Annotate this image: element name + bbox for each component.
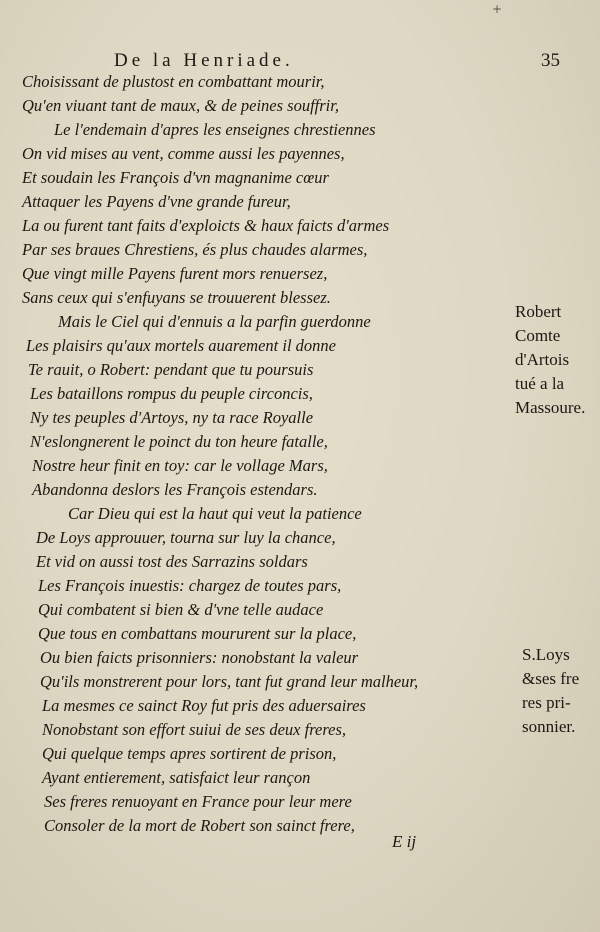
margin-note-robert-line: Comte	[515, 326, 561, 345]
verse-line: Que vingt mille Payens furent mors renuersez,	[22, 264, 328, 283]
verse-line: Qu'en viuant tant de maux, & de peines souffrir,	[22, 96, 339, 115]
verse-line: Consoler de la mort de Robert son sainct frere,	[44, 816, 355, 835]
verse-line: On vid mises au vent, comme aussi les payennes,	[22, 144, 345, 163]
verse-line: Abandonna deslors les François estendars.	[32, 480, 318, 499]
verse-line: Qui combatent si bien & d'vne telle audace	[38, 600, 324, 619]
verse-line: De Loys approuuer, tourna sur luy la chance,	[36, 528, 336, 547]
verse-line: Que tous en combattans moururent sur la place,	[38, 624, 357, 643]
verse-line: Qu'ils monstrerent pour lors, tant fut grand leur malheur,	[40, 672, 419, 691]
verse-line: Le l'endemain d'apres les enseignes chrestiennes	[54, 120, 376, 139]
verse-line: Ou bien faicts prisonniers: nonobstant la valeur	[40, 648, 359, 667]
verse-line: Ny tes peuples d'Artoys, ny ta race Royalle	[30, 408, 314, 427]
verse-line: Et soudain les François d'vn magnanime cœur	[22, 168, 329, 187]
verse-line: Nostre heur finit en toy: car le vollage Mars,	[32, 456, 328, 475]
margin-note-robert-line: d'Artois	[515, 350, 570, 369]
verse-line: Par ses braues Chrestiens, és plus chaudes alarmes,	[22, 240, 368, 259]
verse-line: Les bataillons rompus du peuple circoncis,	[30, 384, 313, 403]
verse-line: La ou furent tant faits d'exploicts & haux faicts d'armes	[22, 216, 390, 235]
margin-note-loys-line: &ses fre	[522, 669, 580, 688]
verse-line: Mais le Ciel qui d'ennuis a la parfin guerdonne	[58, 312, 371, 331]
page-corner-mark: +	[492, 2, 503, 16]
page-number: 35	[541, 50, 560, 71]
running-header	[100, 50, 560, 74]
verse-line: Sans ceux qui s'enfuyans se trouuerent blessez.	[22, 288, 331, 307]
margin-note-robert-line: Robert	[515, 302, 562, 321]
verse-line: Choisissant de plustost en combattant mourir,	[22, 72, 325, 91]
margin-note-robert-line: Massoure.	[515, 398, 586, 417]
verse-line: Et vid on aussi tost des Sarrazins soldars	[36, 552, 308, 571]
signature-mark: E ij	[392, 832, 417, 851]
verse-line: Car Dieu qui est la haut qui veut la patience	[68, 504, 362, 523]
margin-note-loys-line: sonnier.	[522, 717, 576, 736]
margin-note-loys-line: S.Loys	[522, 645, 570, 664]
margin-note-robert-line: tué a la	[515, 374, 565, 393]
verse-line: Les plaisirs qu'aux mortels auarement il donne	[26, 336, 336, 355]
running-head: De la Henriade.	[114, 50, 294, 71]
verse-line: Ses freres renuoyant en France pour leur mere	[44, 792, 352, 811]
verse-line: Qui quelque temps apres sortirent de prison,	[42, 744, 337, 763]
verse-line: Attaquer les Payens d'vne grande fureur,	[22, 192, 291, 211]
verse-line: Nonobstant son effort suiui de ses deux freres,	[42, 720, 347, 739]
verse-line: La mesmes ce sainct Roy fut pris des aduersaires	[42, 696, 366, 715]
verse-line: Les François inuestis: chargez de toutes pars,	[38, 576, 342, 595]
verse-line: N'eslongnerent le poinct du ton heure fatalle,	[30, 432, 328, 451]
margin-note-loys-line: res pri-	[522, 693, 571, 712]
verse-line: Ayant entierement, satisfaict leur rançon	[42, 768, 311, 787]
verse-line: Te rauit, o Robert: pendant que tu poursuis	[28, 360, 314, 379]
